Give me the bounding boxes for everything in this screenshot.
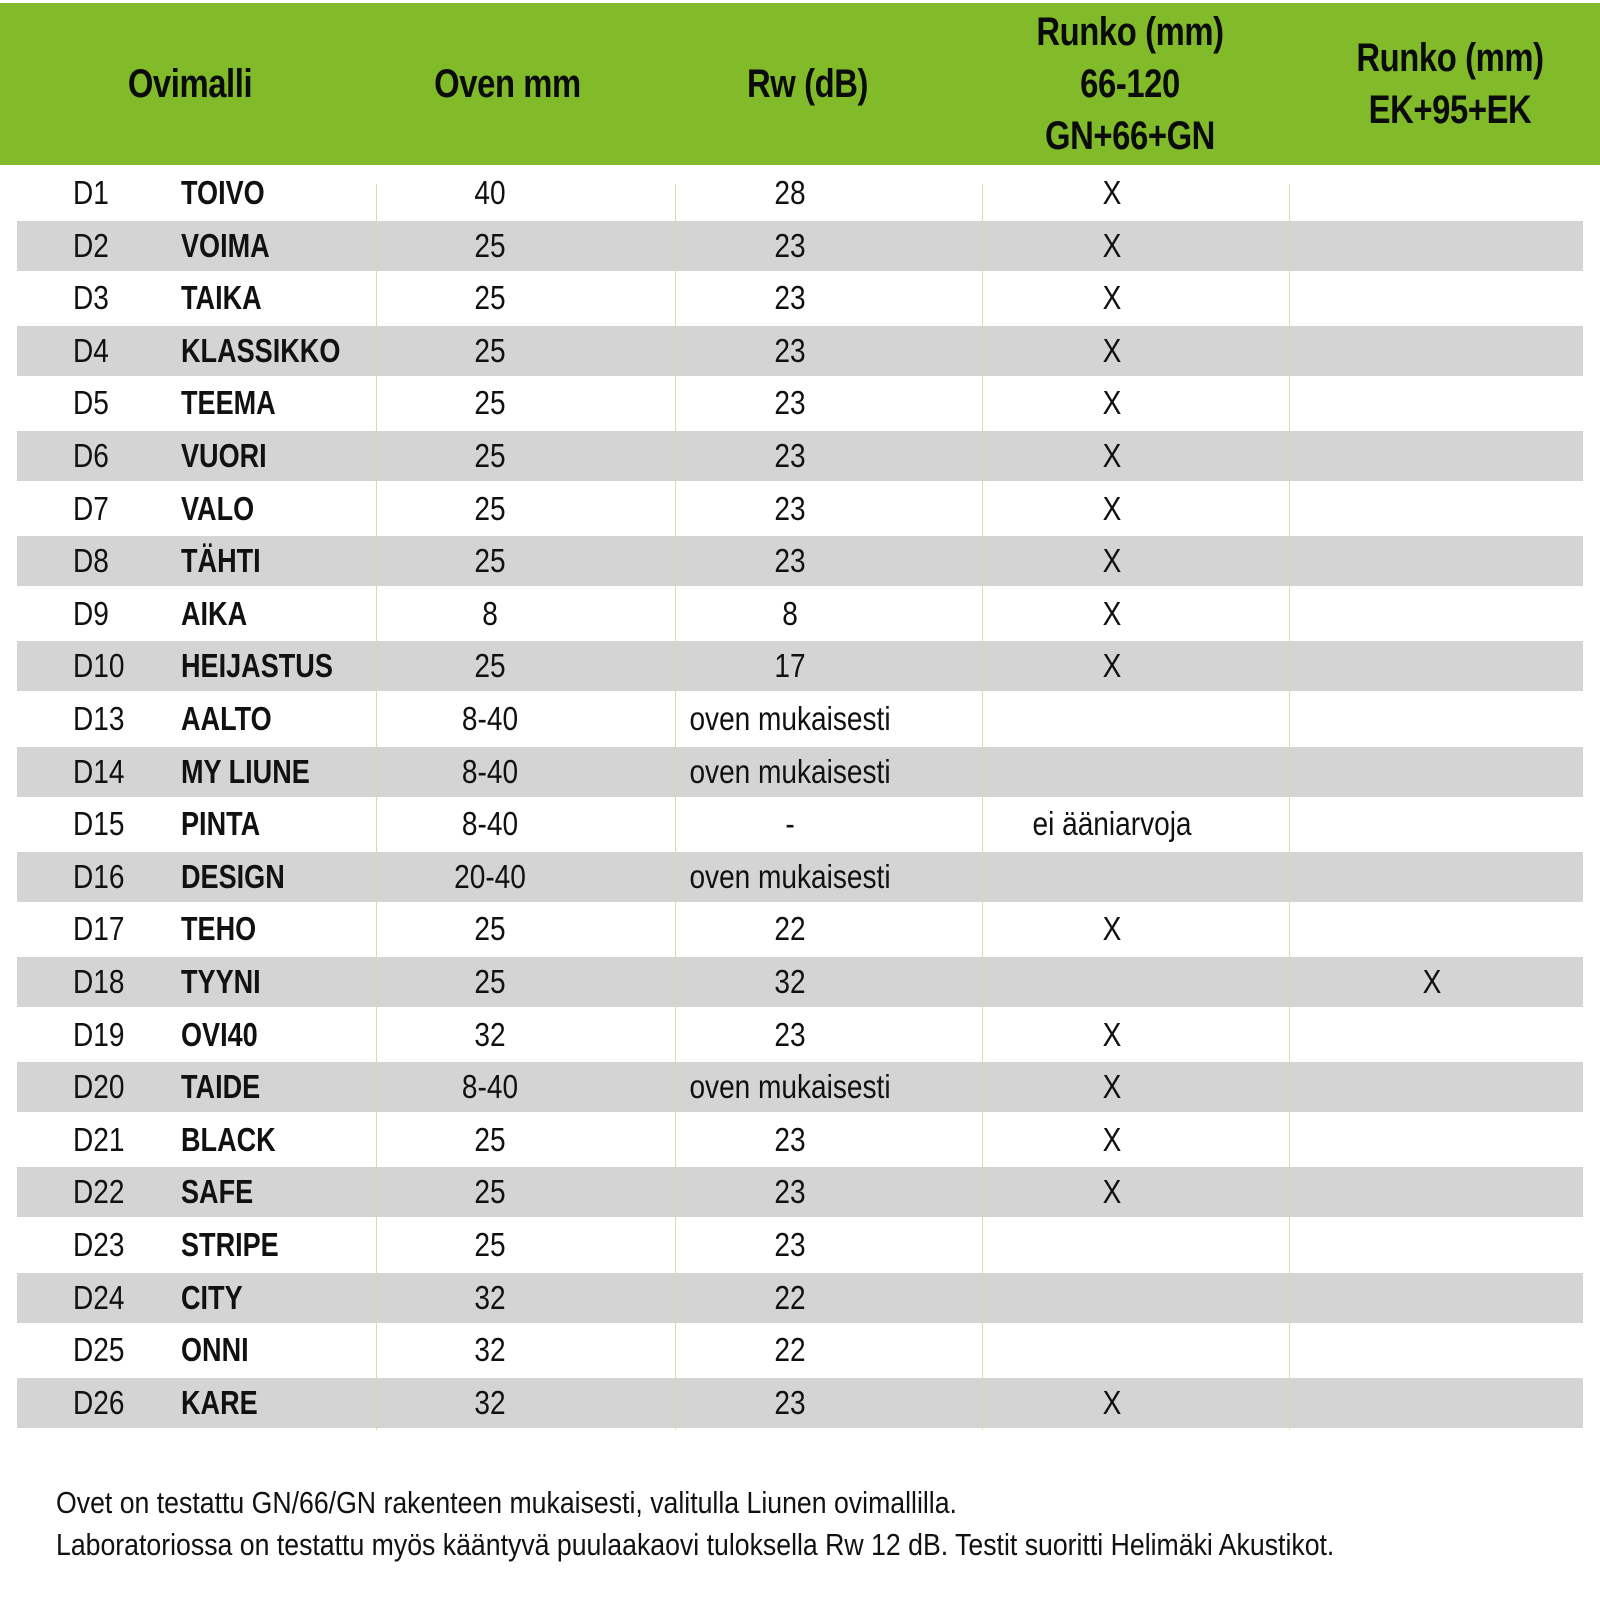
sound-rating: oven mukaisesti [689, 752, 891, 790]
door-thickness: 25 [474, 963, 506, 1000]
door-thickness: 32 [474, 1015, 506, 1053]
door-code: D9 [73, 594, 109, 632]
column-divider [376, 184, 377, 1430]
door-thickness: 25 [474, 1120, 506, 1158]
table-row [17, 1115, 1583, 1165]
door-thickness: 8 [482, 594, 498, 632]
header-label: Ovimalli [127, 62, 253, 106]
sound-rating: oven mukaisesti [689, 857, 891, 895]
door-model-name: STRIPE [181, 1226, 279, 1263]
door-code: D6 [73, 437, 109, 474]
door-code: D24 [73, 1278, 125, 1316]
door-code: D7 [73, 489, 109, 527]
table-row [17, 1220, 1583, 1270]
sound-rating: 22 [774, 910, 806, 948]
frame-gn-66-gn: X [1102, 437, 1122, 474]
frame-gn-66-gn: X [1102, 1015, 1122, 1053]
table-row [17, 168, 1583, 218]
table-row [17, 1062, 1583, 1112]
footnote [56, 1482, 1334, 1566]
door-code: D21 [73, 1120, 125, 1158]
table-row [17, 1273, 1583, 1323]
door-thickness: 40 [474, 174, 506, 211]
sound-rating: 23 [774, 226, 806, 264]
sound-rating: 8 [782, 594, 798, 632]
door-model-name: VUORI [181, 437, 267, 474]
header-oven-mm [419, 3, 595, 165]
header-label: 66-120 [1080, 62, 1180, 106]
door-code: D26 [73, 1383, 125, 1421]
frame-gn-66-gn: ei ääniarvoja [1032, 805, 1192, 843]
door-model-name: BLACK [181, 1120, 276, 1158]
door-model-name: KLASSIKKO [181, 331, 341, 369]
table-row [17, 1167, 1583, 1217]
door-thickness: 25 [474, 384, 506, 422]
door-thickness: 25 [474, 1173, 506, 1211]
door-code: D20 [73, 1068, 125, 1106]
sound-rating: 23 [774, 489, 806, 527]
header-rw-db [719, 3, 895, 165]
door-model-name: TEEMA [181, 384, 276, 422]
table-row [17, 694, 1583, 744]
door-code: D2 [73, 226, 109, 264]
door-model-name: ONNI [181, 1331, 249, 1369]
frame-gn-66-gn: X [1102, 594, 1122, 632]
door-thickness: 25 [474, 279, 506, 317]
door-thickness: 25 [474, 647, 506, 685]
door-model-name: HEIJASTUS [181, 647, 333, 685]
sound-rating: 23 [774, 437, 806, 474]
door-model-name: TÄHTI [181, 542, 261, 580]
door-code: D15 [73, 805, 125, 843]
door-code: D22 [73, 1173, 125, 1211]
door-code: D25 [73, 1331, 125, 1369]
frame-gn-66-gn: X [1102, 331, 1122, 369]
door-model-name: OVI40 [181, 1015, 258, 1053]
header-ovimalli [108, 3, 272, 165]
column-divider [675, 184, 676, 1430]
sound-rating: 32 [774, 963, 806, 1000]
door-thickness: 25 [474, 489, 506, 527]
column-divider [1289, 184, 1290, 1430]
header-runko-gn [1023, 3, 1236, 165]
sound-rating: 23 [774, 1120, 806, 1158]
frame-gn-66-gn: X [1102, 489, 1122, 527]
header-label: GN+66+GN [1045, 114, 1215, 158]
table-row [17, 1378, 1583, 1428]
door-model-name: TOIVO [181, 174, 265, 211]
frame-gn-66-gn: X [1102, 1383, 1122, 1421]
table-row [17, 1010, 1583, 1060]
sound-rating: 23 [774, 279, 806, 317]
footnote-line-2: Laboratoriossa on testattu myös kääntyvä puulaakaovi tuloksella Rw 12 dB. Testit suoritti Helimäki Akustikot. [56, 1527, 1335, 1562]
door-code: D18 [73, 963, 125, 1000]
frame-gn-66-gn: X [1102, 174, 1122, 211]
header-label: Runko (mm) [1036, 10, 1224, 54]
header-label: EK+95+EK [1368, 88, 1532, 132]
door-code: D13 [73, 700, 125, 737]
frame-gn-66-gn: X [1102, 910, 1122, 948]
door-model-name: KARE [181, 1383, 258, 1421]
door-thickness: 8-40 [461, 805, 519, 843]
door-thickness: 25 [474, 437, 506, 474]
frame-gn-66-gn: X [1102, 226, 1122, 264]
sound-rating: 23 [774, 542, 806, 580]
header-label: Rw (dB) [746, 62, 869, 106]
table-row [17, 957, 1583, 1007]
door-model-name: AALTO [181, 700, 272, 737]
sound-rating: 23 [774, 1173, 806, 1211]
door-code: D23 [73, 1226, 125, 1263]
door-thickness: 8-40 [461, 1068, 519, 1106]
door-model-name: MY LIUNE [181, 752, 310, 790]
door-thickness: 25 [474, 1226, 506, 1263]
door-code: D19 [73, 1015, 125, 1053]
door-code: D1 [73, 174, 109, 211]
table-row [17, 326, 1583, 376]
door-thickness: 25 [474, 542, 506, 580]
door-model-name: CITY [181, 1278, 243, 1316]
door-thickness: 25 [474, 226, 506, 264]
table-row [17, 641, 1583, 691]
door-model-name: VOIMA [181, 226, 270, 264]
table-row [17, 589, 1583, 639]
header-label: Runko (mm) [1356, 36, 1544, 80]
table-row [17, 1325, 1583, 1375]
table-row [17, 378, 1583, 428]
door-model-name: TAIDE [181, 1068, 261, 1106]
frame-gn-66-gn: X [1102, 1068, 1122, 1106]
header-runko-ek [1343, 3, 1556, 165]
door-thickness: 25 [474, 910, 506, 948]
header-label: Oven mm [434, 62, 581, 106]
door-thickness: 32 [474, 1331, 506, 1369]
sound-rating: 23 [774, 331, 806, 369]
table-row [17, 747, 1583, 797]
door-code: D16 [73, 857, 125, 895]
door-code: D5 [73, 384, 109, 422]
door-thickness: 25 [474, 331, 506, 369]
frame-gn-66-gn: X [1102, 279, 1122, 317]
door-model-name: TEHO [181, 910, 257, 948]
table-row [17, 852, 1583, 902]
door-model-name: TYYNI [181, 963, 261, 1000]
frame-gn-66-gn: X [1102, 542, 1122, 580]
door-thickness: 8-40 [461, 700, 519, 737]
sound-rating: 17 [774, 647, 806, 685]
door-code: D8 [73, 542, 109, 580]
door-code: D3 [73, 279, 109, 317]
sound-rating: 22 [774, 1331, 806, 1369]
column-divider [982, 184, 983, 1430]
door-model-name: SAFE [181, 1173, 254, 1211]
footnote-line-1: Ovet on testattu GN/66/GN rakenteen mukaisesti, valitulla Liunen ovimallilla. [56, 1485, 957, 1520]
door-model-name: DESIGN [181, 857, 285, 895]
door-model-name: AIKA [181, 594, 248, 632]
table-row [17, 904, 1583, 954]
table-row [17, 273, 1583, 323]
door-model-name: PINTA [181, 805, 261, 843]
door-code: D17 [73, 910, 125, 948]
door-model-name: VALO [181, 489, 255, 527]
door-model-name: TAIKA [181, 279, 262, 317]
door-thickness: 8-40 [461, 752, 519, 790]
sound-rating: 22 [774, 1278, 806, 1316]
sound-rating: 23 [774, 1015, 806, 1053]
sound-rating: 28 [774, 174, 806, 211]
door-thickness: 20-40 [454, 857, 526, 895]
sound-rating: 23 [774, 1383, 806, 1421]
table-row [17, 431, 1583, 481]
frame-gn-66-gn: X [1102, 1173, 1122, 1211]
sound-rating: 23 [774, 384, 806, 422]
table-row [17, 221, 1583, 271]
frame-gn-66-gn: X [1102, 647, 1122, 685]
door-code: D14 [73, 752, 125, 790]
sound-rating: oven mukaisesti [689, 1068, 891, 1106]
door-code: D10 [73, 647, 125, 685]
table-header [0, 3, 1600, 165]
sound-rating: - [785, 805, 795, 843]
table-row [17, 484, 1583, 534]
sound-rating: 23 [774, 1226, 806, 1263]
frame-ek-95-ek: X [1422, 963, 1442, 1000]
sound-rating: oven mukaisesti [689, 700, 891, 737]
door-code: D4 [73, 331, 109, 369]
table-row [17, 799, 1583, 849]
door-thickness: 32 [474, 1278, 506, 1316]
table-row [17, 536, 1583, 586]
frame-gn-66-gn: X [1102, 384, 1122, 422]
door-thickness: 32 [474, 1383, 506, 1421]
frame-gn-66-gn: X [1102, 1120, 1122, 1158]
